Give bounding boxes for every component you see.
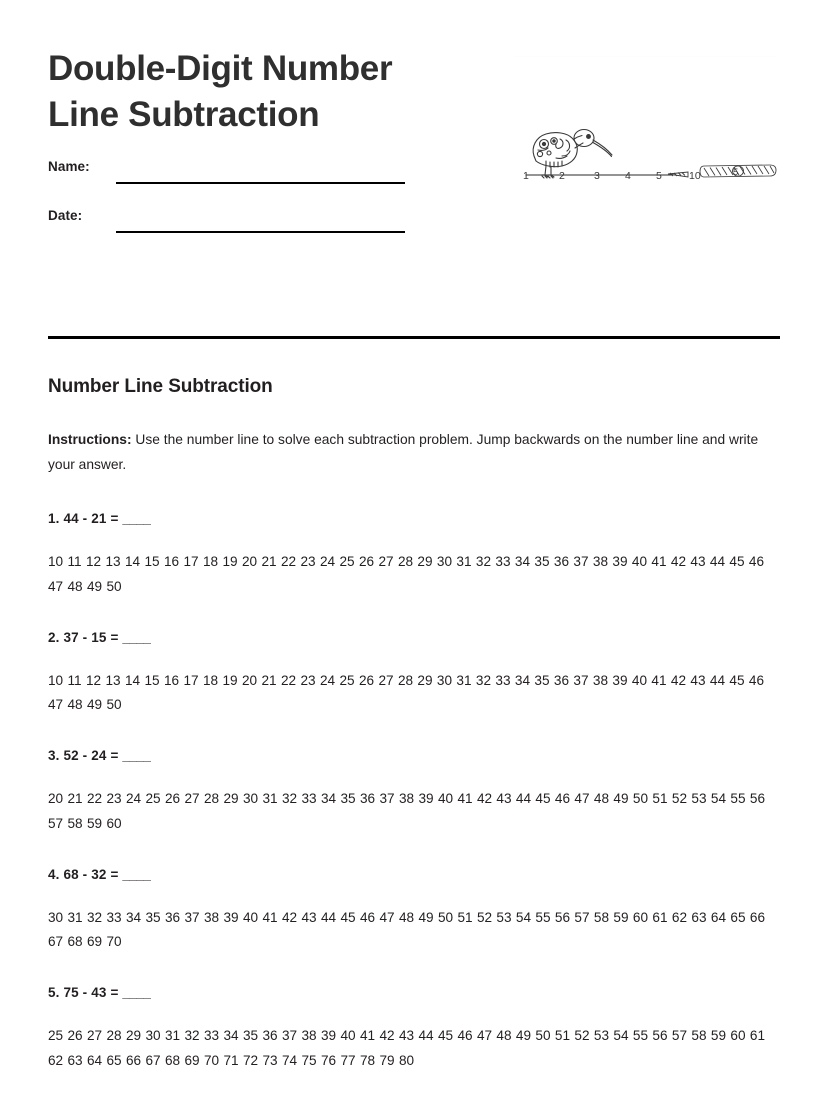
problem-prompt	[48, 748, 776, 763]
svg-text:2: 2	[559, 170, 565, 182]
answer-blank[interactable]: ____	[122, 511, 151, 527]
problem-equation: 37 - 15 =	[63, 629, 119, 645]
date-input-rule[interactable]	[116, 231, 405, 233]
number-line-sequence: 10 11 12 13 14 15 16 17 18 19 20 21 22 23 24 25 26 27 28 29 30 31 32 33 34 35 36 37 38 39 40 41 42 43 44 45 46 47 48 49 50	[48, 672, 765, 713]
problem-prompt	[48, 630, 776, 645]
problem-prompt	[48, 511, 776, 526]
problem-item	[48, 748, 776, 836]
problem-number: 3.	[48, 748, 60, 764]
svg-text:1: 1	[523, 170, 529, 182]
problem-number: 5.	[48, 985, 60, 1001]
problem-item	[48, 630, 776, 718]
problem-number: 4.	[48, 866, 60, 882]
problem-prompt	[48, 985, 776, 1000]
faint-rule	[514, 56, 776, 57]
problem-equation: 75 - 43 =	[63, 985, 119, 1001]
svg-text:5: 5	[656, 170, 662, 182]
svg-text:10: 10	[689, 170, 701, 182]
header-illustration	[512, 46, 780, 196]
number-line-sequence: 30 31 32 33 34 35 36 37 38 39 40 41 42 43 44 45 46 47 48 49 50 51 52 53 54 55 56 57 58 59 60 61 62 63 64 65 66 67 68 69 70	[48, 909, 766, 950]
number-line-sequence: 10 11 12 13 14 15 16 17 18 19 20 21 22 23 24 25 26 27 28 29 30 31 32 33 34 35 36 37 38 39 40 41 42 43 44 45 46 47 48 49 50	[48, 554, 765, 594]
problem-prompt	[48, 867, 776, 882]
problem-item	[48, 511, 776, 599]
instructions-text: Use the number line to solve each subtraction problem. Jump backwards on the number line and write your answer.	[48, 432, 759, 473]
problem-number: 2.	[48, 629, 60, 645]
section-divider	[48, 336, 780, 339]
name-label: Name:	[48, 159, 90, 174]
date-label: Date:	[48, 208, 83, 223]
problem-item	[48, 985, 776, 1073]
name-input-rule[interactable]	[116, 182, 405, 184]
answer-blank[interactable]: ____	[122, 866, 151, 882]
problem-equation: 44 - 21 =	[63, 511, 119, 527]
problem-number: 1.	[48, 511, 60, 527]
page-title	[48, 46, 478, 138]
svg-text:4: 4	[625, 170, 631, 182]
number-line-sequence: 20 21 22 23 24 25 26 27 28 29 30 31 32 33 34 35 36 37 38 39 40 41 42 43 44 45 46 47 48 49 50 51 52 53 54 55 56 57 58 59 60	[48, 791, 766, 831]
answer-blank[interactable]: ____	[122, 629, 151, 645]
worksheet-content	[48, 376, 776, 1104]
section-heading: Number Line Subtraction	[48, 376, 273, 397]
instructions-lead: Instructions:	[48, 432, 132, 447]
svg-text:3: 3	[594, 170, 600, 182]
problem-item	[48, 867, 776, 955]
answer-blank[interactable]: ____	[122, 985, 151, 1001]
number-line-sequence: 25 26 27 28 29 30 31 32 33 34 35 36 37 38 39 40 41 42 43 44 45 46 47 48 49 50 51 52 53 54 55 56 57 58 59 60 61 62 63 64 65 66 67 68 69 70 71 72 73 74 75 76 77 78 79 80	[48, 1028, 766, 1068]
instructions	[48, 427, 774, 477]
problem-equation: 52 - 24 =	[63, 748, 119, 764]
problem-equation: 68 - 32 =	[63, 866, 119, 882]
kiwi-bird-number-line-icon	[512, 106, 780, 196]
name-field-row	[48, 159, 468, 181]
answer-blank[interactable]: ____	[122, 748, 151, 764]
page-title-line-2: Line Subtraction	[48, 95, 320, 135]
page-title-line-1: Double-Digit Number	[48, 49, 393, 88]
illustration-extra-label: 5	[733, 167, 739, 178]
date-field-row	[48, 208, 468, 230]
